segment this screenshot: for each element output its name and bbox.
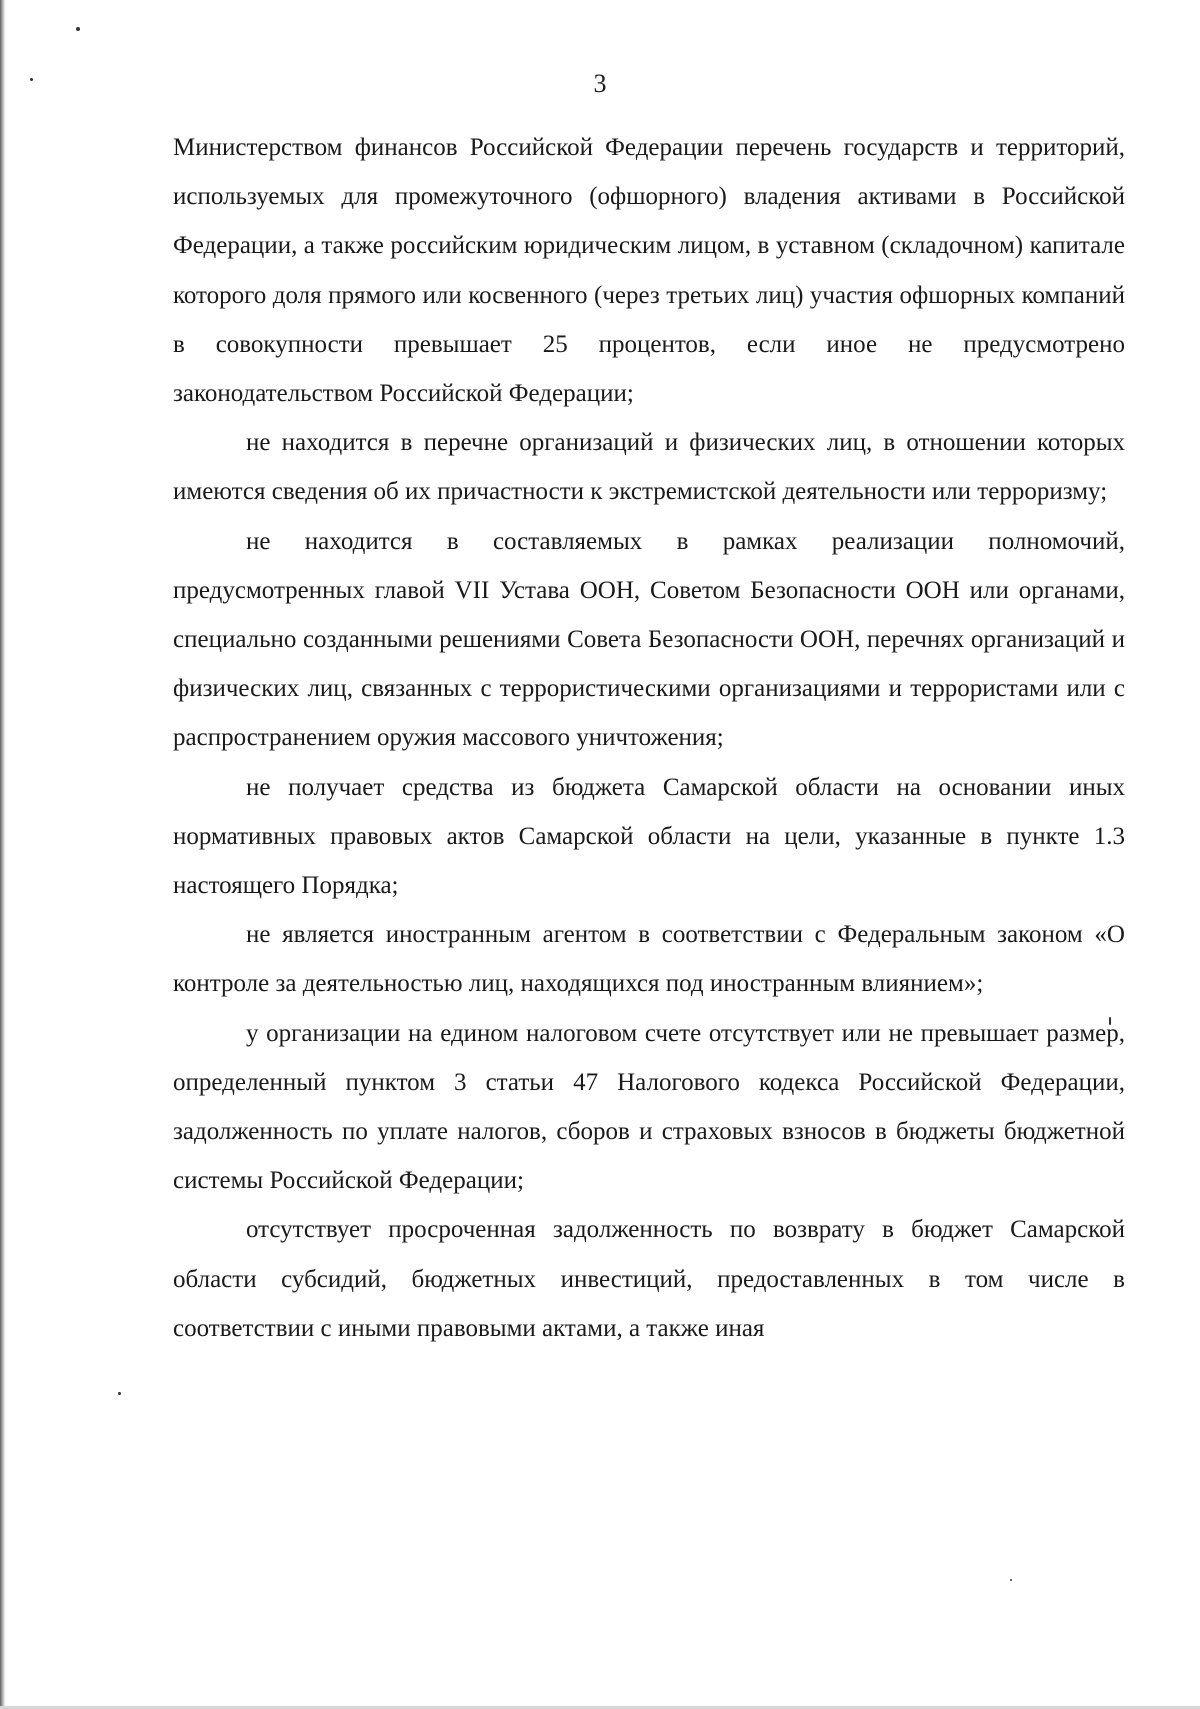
paragraph: у организации на едином налоговом счете отсутствует или не превышает размер, определенный пунктом 3 статьи 47 Налогового кодекса Российской Федерации, задолженность по уплате налогов, сборов и страховых взносов в бюджеты бюджетной системы Российской Федерации;	[173, 1019, 1125, 1195]
scan-speck	[1010, 1579, 1012, 1581]
scan-speck	[118, 1392, 121, 1395]
scan-edge-shadow	[0, 0, 6, 1709]
paragraph: не является иностранным агентом в соответствии с Федеральным законом «О контроле за деятельностью лиц, находящихся под иностранным влиянием»;	[173, 921, 1125, 998]
scan-speck	[76, 27, 80, 31]
page-number: 3	[593, 69, 607, 98]
document-body	[173, 123, 1125, 1353]
paragraph: не находится в составляемых в рамках реализации полномочий, предусмотренных главой VII Устава ООН, Советом Безопасности ООН или органами, специально созданными решениями Совета Безопасности ООН, перечнях организаций и физических лиц, связанных с террористическими организациями и террористами или с распространением оружия массового уничтожения;	[173, 527, 1125, 752]
paragraph: Министерством финансов Российской Федерации перечень государств и территорий, используемых для промежуточного (офшорного) владения активами в Российской Федерации, а также российским юридическим лицом, в уставном (складочном) капитале которого доля прямого или косвенного (через третьих лиц) участия офшорных компаний в совокупности превышает 25 процентов, если иное не предусмотрено законодательством Российской Федерации;	[173, 134, 1125, 408]
paragraph: отсутствует просроченная задолженность по возврату в бюджет Самарской области субсидий, бюджетных инвестиций, предоставленных в том числе в соответствии с иными правовыми актами, а также иная	[173, 1216, 1125, 1342]
paragraph: не получает средства из бюджета Самарской области на основании иных нормативных правовых актов Самарской области на цели, указанные в пункте 1.3 настоящего Порядка;	[173, 773, 1125, 900]
paragraph: не находится в перечне организаций и физических лиц, в отношении которых имеются сведения об их причастности к экстремистской деятельности или терроризму;	[173, 429, 1125, 506]
